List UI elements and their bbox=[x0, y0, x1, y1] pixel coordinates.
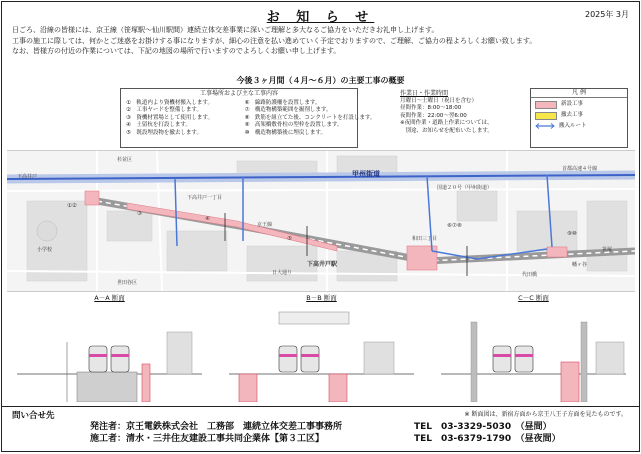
section-b-graphic bbox=[219, 302, 424, 402]
map-marker: ③ bbox=[137, 211, 142, 217]
cross-sections bbox=[7, 293, 635, 405]
map-label-district: 下高井戸一丁目 bbox=[187, 195, 223, 201]
work-area-map bbox=[7, 150, 635, 292]
notice-page bbox=[1, 1, 640, 452]
removal-work-swatch bbox=[535, 112, 557, 120]
map-marker: ⑨⑩ bbox=[567, 231, 577, 237]
contact-heading: 問い合せ先 bbox=[12, 411, 55, 421]
works-item: ⑦ 構造物構築範囲を掘削します。 bbox=[244, 107, 332, 113]
section-title: B－B 断面 bbox=[306, 294, 337, 302]
map-marker: ①② bbox=[67, 203, 77, 209]
section-title: A－A 断面 bbox=[94, 294, 125, 302]
works-item: ② 工事ヤードを整備します。 bbox=[126, 107, 202, 113]
phone-numbers bbox=[414, 421, 561, 445]
map-label-suginami: 杉並区 bbox=[117, 157, 133, 163]
legend-removal bbox=[535, 112, 623, 120]
map-label-shimotakaido: 下高井戸 bbox=[17, 174, 38, 180]
schedule-line: 夜間作業：22:00～翌6:00 bbox=[400, 112, 467, 119]
map-label-route20: 国道２０号（甲州街道） bbox=[437, 185, 493, 191]
section-title: C－C 断面 bbox=[518, 294, 549, 302]
contractor-org: 施工者：清水・三井住友建設工事共同企業体【第３工区】 bbox=[90, 434, 325, 444]
section-c-graphic bbox=[431, 302, 636, 402]
schedule-line: 月曜日～土曜日（祝日を含む） bbox=[400, 97, 478, 104]
map-label-nichidai: 日大通り bbox=[272, 270, 293, 276]
section-note: ※ 断面図は、新宿方面から京王八王子方面を見たものです。 bbox=[464, 411, 627, 418]
client-org: 発注者：京王電鉄株式会社 工務部 連続立体交差工事事務所 bbox=[90, 422, 343, 432]
schedule-box bbox=[400, 90, 516, 144]
phone-allday[interactable]: TEL 03-6379-1790 （昼夜間） bbox=[414, 434, 561, 444]
schedule-line: 別途、お知らせを配布いたします。 bbox=[400, 127, 493, 134]
legend-new bbox=[535, 101, 623, 109]
legend-label: 搬入ルート bbox=[559, 122, 587, 129]
works-item: ④ 土留杭を打設します。 bbox=[126, 122, 191, 128]
map-marker: ④ bbox=[205, 216, 210, 222]
works-list bbox=[121, 99, 376, 138]
works-heading: 工事場所および主な工事内容 bbox=[199, 90, 278, 97]
works-item: ⑩ 構造物構築後に埋戻します。 bbox=[244, 129, 326, 136]
map-label-expressway: 首都高速４号線 bbox=[562, 166, 598, 172]
page-title: お 知 ら せ bbox=[266, 10, 375, 25]
phone-day[interactable]: TEL 03-3329-5030 （昼間） bbox=[414, 422, 552, 432]
issue-date: 2025年 3月 bbox=[585, 10, 629, 19]
legend-label: 撤去工事 bbox=[561, 111, 584, 118]
works-item: ① 軌道内より資機材搬入します。 bbox=[126, 99, 213, 106]
map-label-sasazuka: 笹塚 bbox=[602, 247, 613, 253]
organizations bbox=[90, 421, 342, 445]
map-label-wada: 和田三丁目 bbox=[412, 236, 438, 242]
map-marker: ⑥⑦⑧ bbox=[447, 223, 462, 229]
legend-route bbox=[535, 123, 623, 131]
schedule-line: ※夜間作業・道路上作業については、 bbox=[400, 120, 493, 126]
works-item: ⑤ 既設埋設物を撤去します。 bbox=[126, 129, 202, 136]
intro-line: なお、皆様方の付近の作業については、下記の地図の場所で行いますのでよろしくお願い申し上げます。 bbox=[12, 47, 341, 55]
map-label-koshu: 甲州街道 bbox=[352, 170, 380, 178]
section-a bbox=[7, 293, 212, 405]
footer bbox=[2, 406, 639, 451]
schedule-line: 昼間作業：8:00～18:00 bbox=[400, 105, 462, 111]
works-item: ③ 資機材置場として使用します。 bbox=[126, 114, 213, 121]
legend-label: 新設工事 bbox=[561, 100, 584, 107]
arrow-icon bbox=[535, 123, 555, 129]
map-label-station: 下高井戸駅 bbox=[307, 261, 338, 268]
legend-box bbox=[530, 88, 628, 148]
map-label-school: 小学校 bbox=[37, 247, 53, 253]
works-box bbox=[120, 88, 376, 148]
map-graphic bbox=[7, 151, 635, 291]
intro-text bbox=[12, 25, 629, 57]
map-label-setagaya: 世田谷区 bbox=[117, 280, 138, 286]
intro-line: 工事の施工に際しては、何かとご迷惑をお掛けする事になりますが、細心の注意を払い進めていく予定でおりますので、ご理解、ご協力の程よろしくお願い致します。 bbox=[12, 36, 537, 45]
new-work-swatch bbox=[535, 101, 557, 109]
works-item: ⑥ 線路防護柵を設置します。 bbox=[244, 99, 321, 106]
intro-line: 日ごろ、沿線の皆様には、京王線（笹塚駅～仙川駅間）連続立体交差事業に深いご理解と多大なるご協力をいただきお礼申し上げます。 bbox=[12, 26, 439, 34]
map-label-daitabashi: 代田橋 bbox=[522, 272, 538, 278]
section-b bbox=[219, 293, 424, 405]
map-label-keio: 京王線 bbox=[257, 222, 273, 228]
section-c bbox=[431, 293, 636, 405]
schedule-heading: 作業日・作業時間 bbox=[400, 90, 449, 97]
map-label-hatagaya: 幡ヶ谷 bbox=[572, 262, 588, 268]
works-item: ⑧ 鉄筋を組立てた後、コンクリートを打設します。 bbox=[244, 114, 376, 121]
legend-heading: 凡 例 bbox=[531, 89, 627, 98]
section-a-graphic bbox=[7, 302, 212, 402]
works-item: ⑨ 高架橋敷骨柱の型枠を設置します。 bbox=[244, 122, 343, 128]
map-marker: ⑤ bbox=[287, 236, 292, 242]
overview-heading: 今後３ヶ月間（４月～６月）の主要工事の概要 bbox=[236, 76, 405, 85]
